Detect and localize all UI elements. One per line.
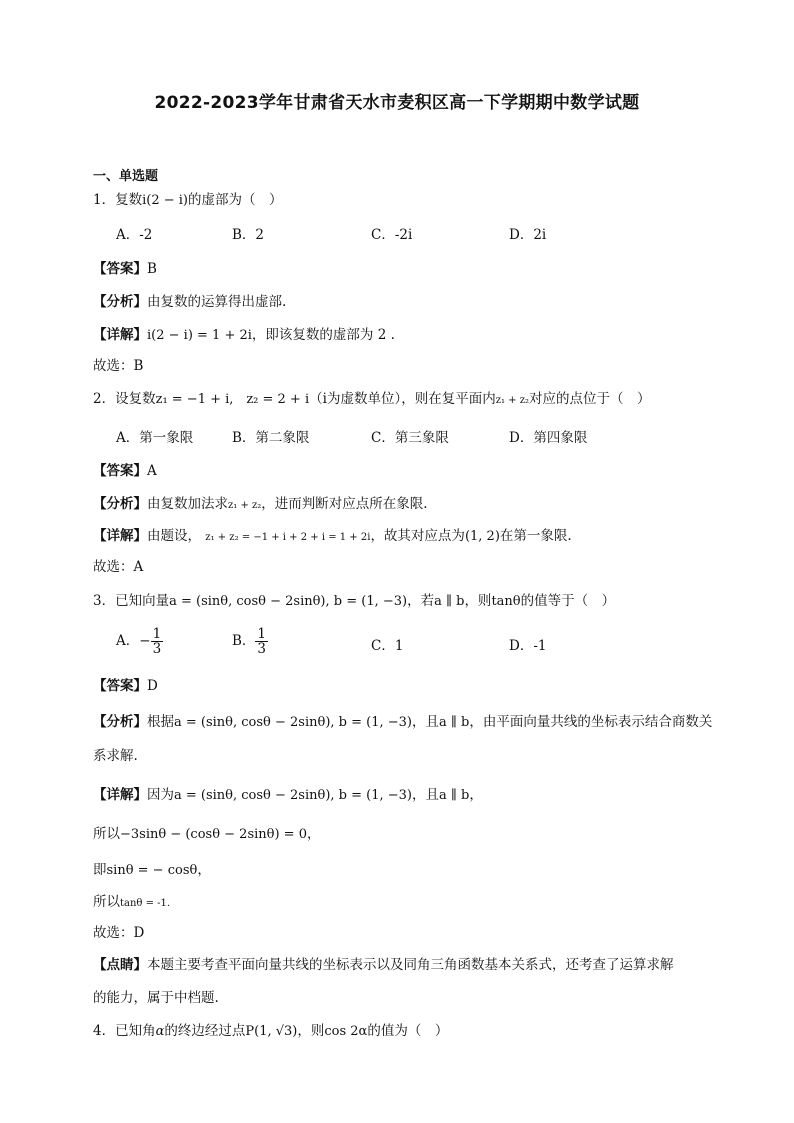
q2-detail-text: 由题设， xyxy=(147,528,201,544)
fraction-numerator: 1 xyxy=(152,626,162,642)
q3-detail-parallel: a ∥ b xyxy=(439,788,470,803)
analysis-text-mid: ，且 xyxy=(412,714,439,730)
page-title: 2022-2023学年甘肃省天水市麦积区高一下学期期中数学试题 xyxy=(154,93,640,113)
q3-tan: tanθ xyxy=(491,594,521,609)
q3-answer xyxy=(93,674,158,694)
answer-value: A xyxy=(147,463,157,479)
comment-label: 【点睛】 xyxy=(93,957,147,973)
section-heading: 一、单选题 xyxy=(93,169,159,184)
question-2-stem xyxy=(93,387,651,407)
q2-z1: z₁ = −1 + i, xyxy=(155,392,234,407)
q3-stem-text-end: 的值等于（ ） xyxy=(520,593,616,609)
q2-detail-point: (1, 2) xyxy=(464,529,500,544)
q2-stem-text: 2．设复数 xyxy=(93,391,156,407)
analysis-label: 【分析】 xyxy=(93,294,147,310)
q2-detail-text-mid: ，故其对应点为 xyxy=(370,528,465,544)
q3-stem-text-mid: ，若 xyxy=(407,593,435,609)
fraction-numerator: 1 xyxy=(257,626,267,642)
question-4-stem xyxy=(93,1019,448,1039)
q3-detail-text-end: ， xyxy=(469,787,483,803)
q3-stem-text-mid2: ，则 xyxy=(464,593,492,609)
q3-analysis-vector: a = (sinθ, cosθ − 2sinθ), b = (1, −3) xyxy=(174,715,412,730)
q3-option-c: C．1 xyxy=(371,638,404,654)
q3-detail-text: 因为 xyxy=(147,787,174,803)
answer-value: D xyxy=(147,678,158,694)
analysis-text-end: ，进而判断对应点所在象限. xyxy=(261,496,428,512)
analysis-label: 【分析】 xyxy=(93,714,147,730)
q3-analysis-parallel: a ∥ b xyxy=(439,715,470,730)
q2-z2: z₂ = 2 + i xyxy=(246,392,310,407)
q3-step-2 xyxy=(93,858,211,878)
q3-detail-text-mid: ，且 xyxy=(412,787,439,803)
step-text-end: ， xyxy=(306,826,321,842)
q3-option-d: D．-1 xyxy=(509,638,547,654)
q2-stem-text-end: 对应的点位于（ ） xyxy=(529,391,651,407)
comment-text: 本题主要考查平面向量共线的坐标表示以及同角三角函数基本关系式，还考查了运算求解 xyxy=(147,957,674,973)
q3-step-1 xyxy=(93,822,320,842)
step-text-end: ， xyxy=(197,862,211,878)
fraction-denominator: 3 xyxy=(257,641,267,657)
q3-detail xyxy=(93,783,483,803)
analysis-label: 【分析】 xyxy=(93,496,147,512)
question-3-stem xyxy=(93,589,615,609)
question-1-stem xyxy=(93,188,282,208)
q2-sum: z₁ + z₂ xyxy=(495,395,529,406)
q1-detail-expression: i(2 − i) = 1 + 2i xyxy=(147,328,252,343)
answer-label: 【答案】 xyxy=(93,678,147,694)
fraction-denominator: 3 xyxy=(152,641,162,657)
q2-option-c: C．第三象限 xyxy=(371,430,449,446)
q2-stem-text-mid: （i为虚数单位），则在复平面内 xyxy=(309,391,496,407)
detail-label: 【详解】 xyxy=(93,327,147,343)
q3-detail-vector: a = (sinθ, cosθ − 2sinθ), b = (1, −3) xyxy=(174,788,412,803)
q4-stem-text: 4．已知角 xyxy=(93,1023,156,1039)
q3-option-b-label: B． xyxy=(232,633,256,649)
fraction xyxy=(255,627,268,656)
detail-label: 【详解】 xyxy=(93,528,147,544)
analysis-text: 根据 xyxy=(147,714,174,730)
analysis-text: 由复数的运算得出虚部. xyxy=(147,294,287,310)
q3-option-a-label: A．− xyxy=(116,633,151,649)
q1-option-b: B．2 xyxy=(232,227,265,243)
q2-detail-expression: z₁ + z₂ = −1 + i + 2 + i = 1 + 2i xyxy=(205,532,371,543)
q3-comment xyxy=(93,953,674,973)
step-text: 即 xyxy=(93,862,107,878)
q1-analysis xyxy=(93,290,286,310)
answer-value: B xyxy=(147,261,157,277)
step-expression: −3sinθ − (cosθ − 2sinθ) = 0 xyxy=(120,827,307,842)
q4-point: P(1, √3) xyxy=(245,1024,298,1039)
q1-detail xyxy=(93,323,395,343)
step-expression: sinθ = − cosθ xyxy=(106,863,198,878)
answer-label: 【答案】 xyxy=(93,261,147,277)
q3-option-b xyxy=(232,627,268,656)
step-text: 所以 xyxy=(93,894,120,910)
q1-stem-text: 1．复数 xyxy=(93,192,143,208)
step-expression: tanθ = -1. xyxy=(120,898,171,909)
q1-detail-text: ，即该复数的虚部为 2 . xyxy=(251,327,395,343)
q2-option-a: A．第一象限 xyxy=(116,430,194,446)
answer-label: 【答案】 xyxy=(93,463,147,479)
q3-step-3 xyxy=(93,890,170,910)
q2-option-d: D．第四象限 xyxy=(509,430,588,446)
q2-option-b: B．第二象限 xyxy=(232,430,310,446)
fraction xyxy=(151,627,164,656)
q3-option-a xyxy=(116,627,163,656)
step-text: 所以 xyxy=(93,826,120,842)
analysis-text-end: ，由平面向量共线的坐标表示结合商数关 xyxy=(469,714,713,730)
q3-stem-text: 3．已知向量 xyxy=(93,593,170,609)
q3-vector-expression: a = (sinθ, cosθ − 2sinθ), b = (1, −3) xyxy=(169,594,408,609)
q3-analysis-cont: 系求解. xyxy=(93,748,138,764)
q3-parallel: a ∥ b xyxy=(434,594,465,609)
q4-cos: cos 2α xyxy=(324,1024,368,1039)
q1-option-a: A．-2 xyxy=(116,227,153,243)
q2-detail xyxy=(93,524,572,544)
q2-analysis-sum: z₁ + z₂ xyxy=(228,500,262,511)
q1-answer xyxy=(93,257,157,277)
q1-option-d: D．2i xyxy=(509,227,547,243)
analysis-text: 由复数加法求 xyxy=(147,496,228,512)
q3-choose: 故选：D xyxy=(93,925,145,941)
q3-comment-cont: 的能力，属于中档题. xyxy=(93,990,219,1006)
q1-expression: i(2 − i) xyxy=(142,193,188,208)
q2-answer xyxy=(93,459,157,479)
q2-detail-text-end: 在第一象限. xyxy=(499,528,572,544)
q3-analysis xyxy=(93,710,712,730)
detail-label: 【详解】 xyxy=(93,787,147,803)
q1-option-c: C．-2i xyxy=(371,227,413,243)
q4-alpha: α xyxy=(155,1024,165,1039)
q1-stem-text-end: 的虚部为（ ） xyxy=(187,192,283,208)
q4-stem-text-end: 的值为（ ） xyxy=(367,1023,449,1039)
q4-stem-text-mid2: ，则 xyxy=(297,1023,325,1039)
q1-choose: 故选：B xyxy=(93,358,144,374)
q2-analysis xyxy=(93,492,428,512)
q2-choose: 故选：A xyxy=(93,559,144,575)
q4-stem-text-mid: 的终边经过点 xyxy=(164,1023,246,1039)
